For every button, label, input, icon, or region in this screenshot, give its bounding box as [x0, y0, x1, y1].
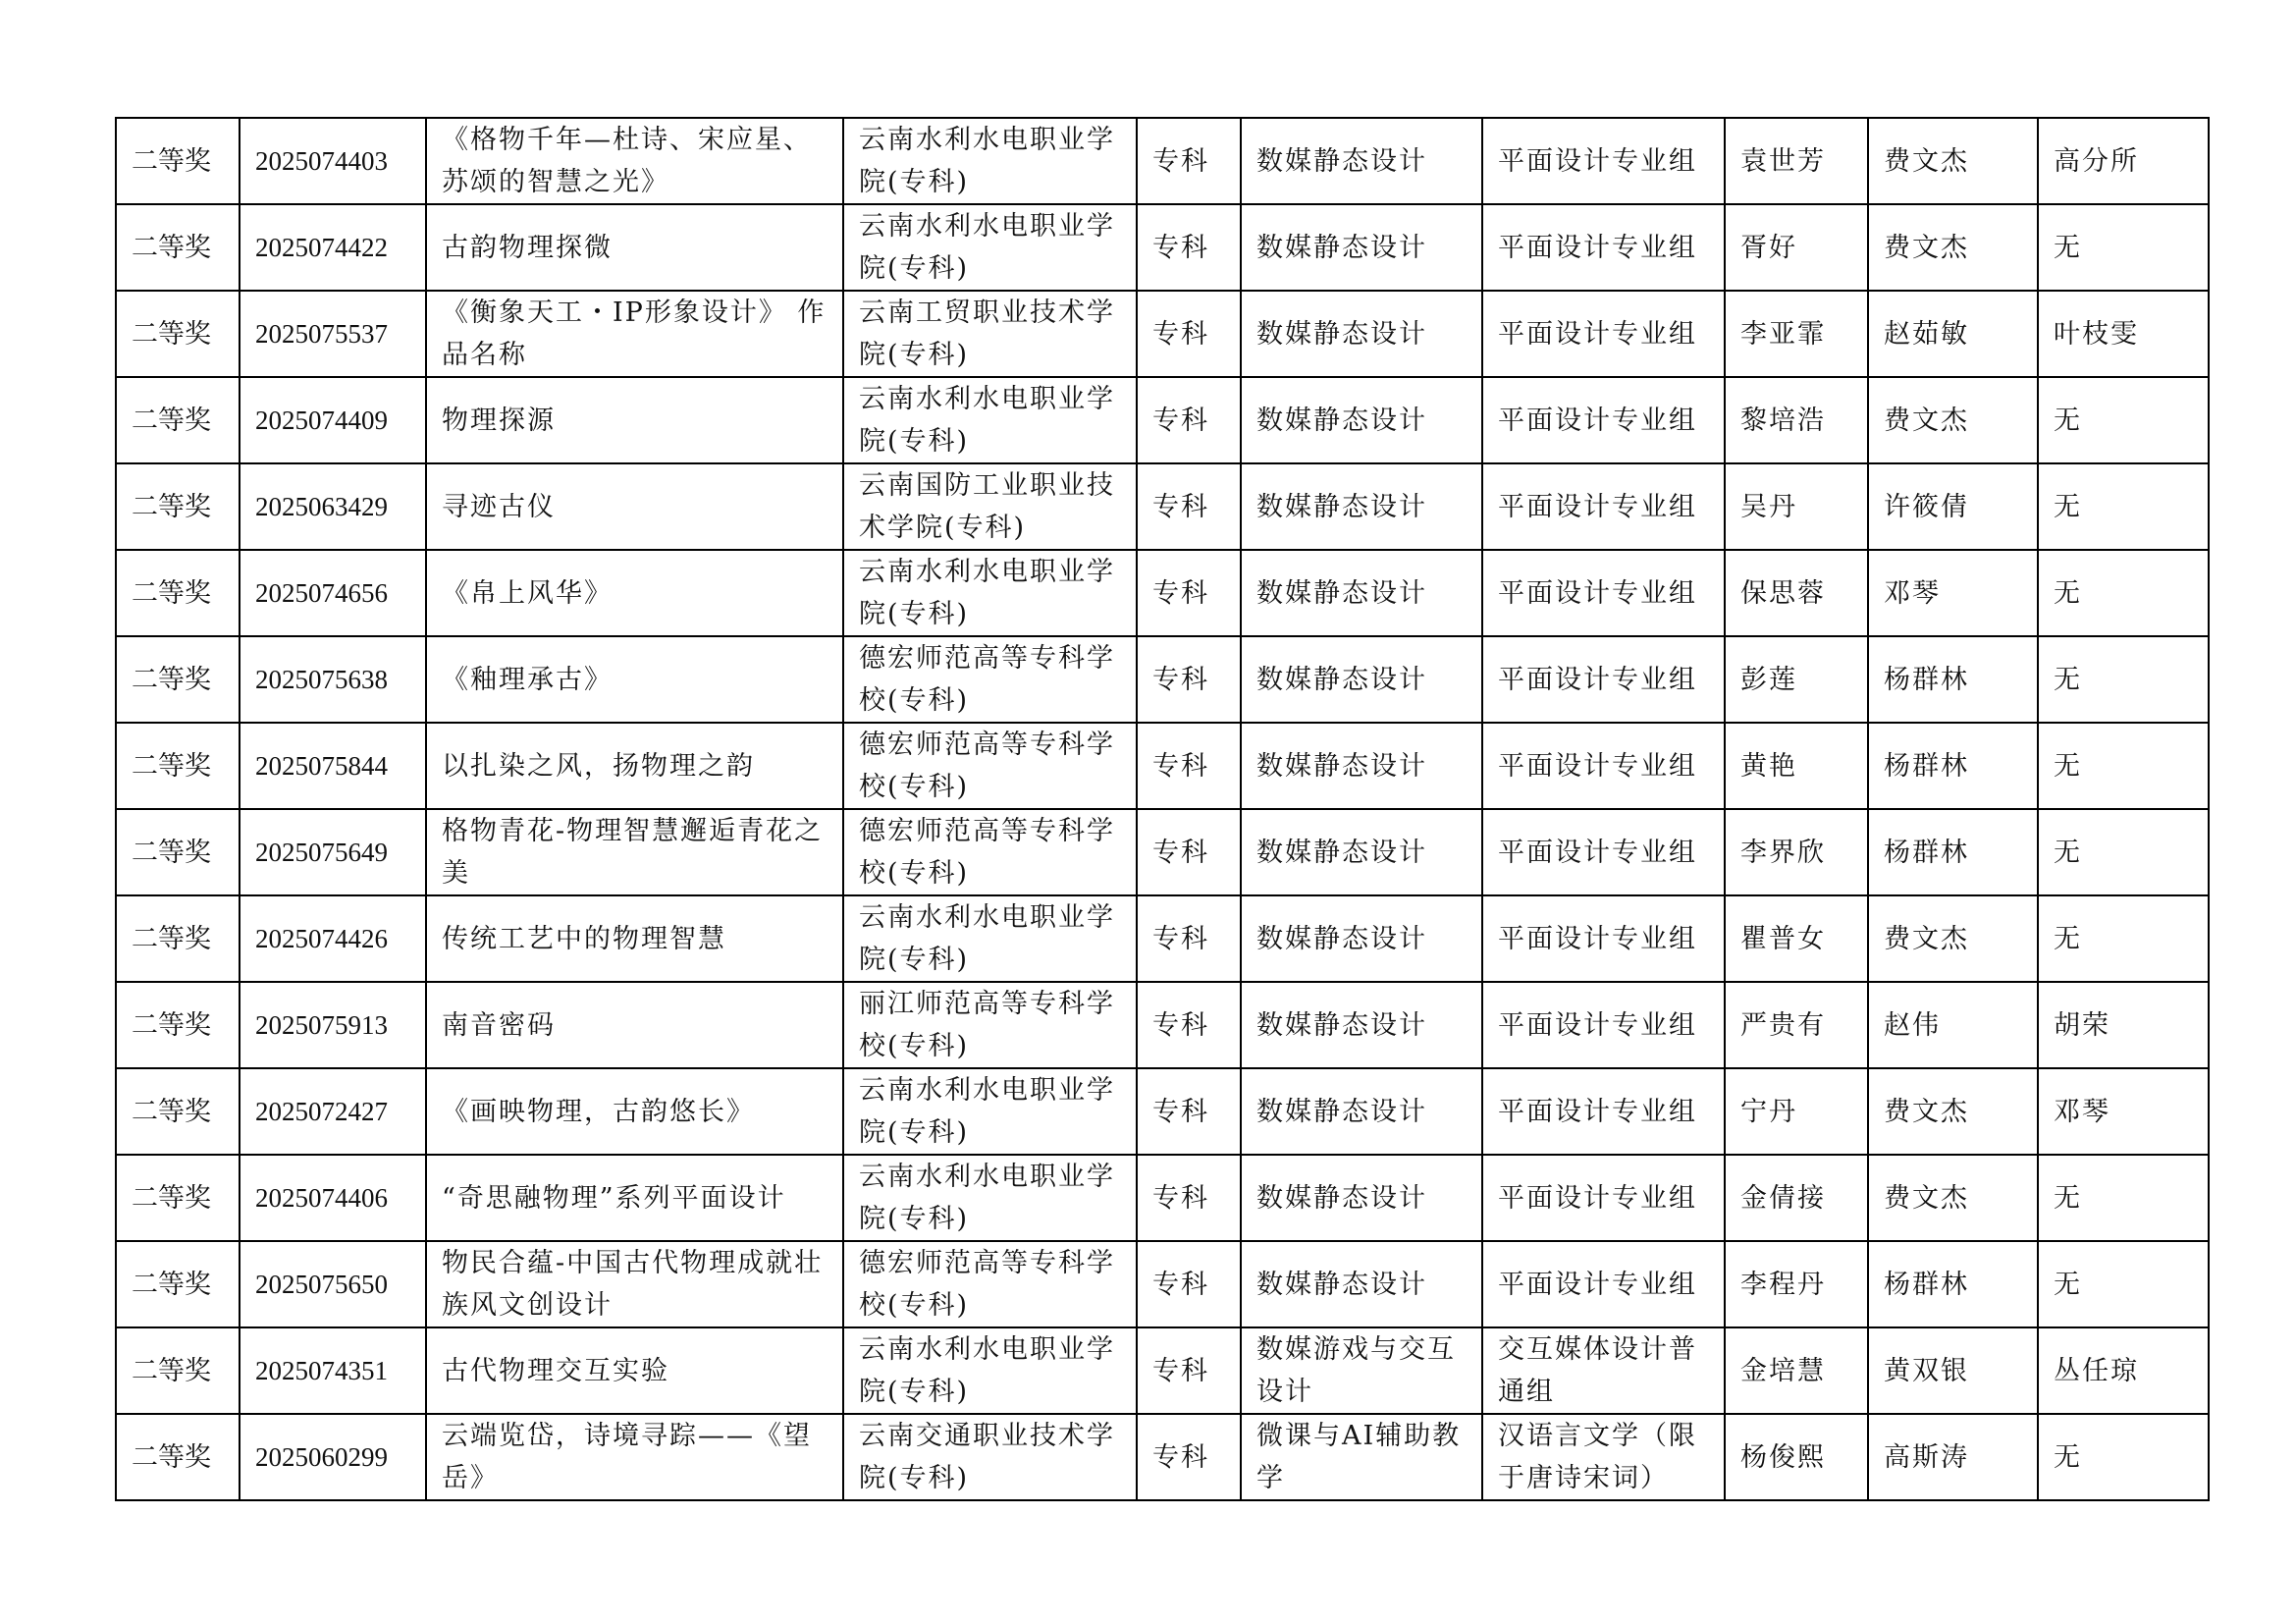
work-title-cell: 物理探源 — [426, 377, 843, 463]
group-cell: 平面设计专业组 — [1482, 982, 1725, 1068]
school-cell: 云南水利水电职业学院(专科) — [843, 1068, 1137, 1155]
author-cell: 彭莲 — [1725, 636, 1868, 723]
award-level-cell: 二等奖 — [116, 1241, 240, 1327]
advisor2-cell: 无 — [2038, 723, 2209, 809]
category-cell: 数媒静态设计 — [1241, 895, 1482, 982]
author-cell: 瞿普女 — [1725, 895, 1868, 982]
school-cell: 云南工贸职业技术学院(专科) — [843, 291, 1137, 377]
award-level-cell: 二等奖 — [116, 1327, 240, 1414]
school-cell: 云南交通职业技术学院(专科) — [843, 1414, 1137, 1500]
author-cell: 保思蓉 — [1725, 550, 1868, 636]
entry-id-cell: 2025075844 — [240, 723, 426, 809]
work-title-cell: 《釉理承古》 — [426, 636, 843, 723]
category-cell: 数媒静态设计 — [1241, 809, 1482, 895]
entry-id-cell: 2025074426 — [240, 895, 426, 982]
category-cell: 数媒静态设计 — [1241, 1068, 1482, 1155]
table-row — [116, 723, 2209, 809]
entry-id-cell: 2025075537 — [240, 291, 426, 377]
level-cell: 专科 — [1137, 636, 1241, 723]
school-cell: 云南水利水电职业学院(专科) — [843, 895, 1137, 982]
author-cell: 李程丹 — [1725, 1241, 1868, 1327]
award-level-cell: 二等奖 — [116, 463, 240, 550]
table-row — [116, 463, 2209, 550]
group-cell: 平面设计专业组 — [1482, 204, 1725, 291]
category-cell: 微课与AI辅助教学 — [1241, 1414, 1482, 1500]
table-row — [116, 1155, 2209, 1241]
category-cell: 数媒静态设计 — [1241, 1241, 1482, 1327]
table-row — [116, 895, 2209, 982]
category-cell: 数媒游戏与交互设计 — [1241, 1327, 1482, 1414]
author-cell: 金倩接 — [1725, 1155, 1868, 1241]
group-cell: 平面设计专业组 — [1482, 723, 1725, 809]
group-cell: 交互媒体设计普通组 — [1482, 1327, 1725, 1414]
level-cell: 专科 — [1137, 809, 1241, 895]
advisor-cell: 杨群林 — [1868, 723, 2038, 809]
school-cell: 云南水利水电职业学院(专科) — [843, 550, 1137, 636]
group-cell: 平面设计专业组 — [1482, 118, 1725, 204]
work-title-cell: 云端览岱，诗境寻踪——《望岳》 — [426, 1414, 843, 1500]
group-cell: 平面设计专业组 — [1482, 291, 1725, 377]
group-cell: 平面设计专业组 — [1482, 1068, 1725, 1155]
group-cell: 平面设计专业组 — [1482, 1241, 1725, 1327]
advisor-cell: 费文杰 — [1868, 377, 2038, 463]
table-row — [116, 1327, 2209, 1414]
award-level-cell: 二等奖 — [116, 550, 240, 636]
level-cell: 专科 — [1137, 204, 1241, 291]
award-level-cell: 二等奖 — [116, 723, 240, 809]
author-cell: 宁丹 — [1725, 1068, 1868, 1155]
author-cell: 袁世芳 — [1725, 118, 1868, 204]
entry-id-cell: 2025074409 — [240, 377, 426, 463]
work-title-cell: 古代物理交互实验 — [426, 1327, 843, 1414]
entry-id-cell: 2025074406 — [240, 1155, 426, 1241]
school-cell: 云南水利水电职业学院(专科) — [843, 1327, 1137, 1414]
advisor-cell: 费文杰 — [1868, 204, 2038, 291]
table-row — [116, 1414, 2209, 1500]
award-level-cell: 二等奖 — [116, 204, 240, 291]
advisor-cell: 高斯涛 — [1868, 1414, 2038, 1500]
award-table — [115, 117, 2210, 1501]
entry-id-cell: 2025074351 — [240, 1327, 426, 1414]
category-cell: 数媒静态设计 — [1241, 204, 1482, 291]
award-level-cell: 二等奖 — [116, 982, 240, 1068]
entry-id-cell: 2025074422 — [240, 204, 426, 291]
work-title-cell: 《帛上风华》 — [426, 550, 843, 636]
table-row — [116, 636, 2209, 723]
group-cell: 平面设计专业组 — [1482, 895, 1725, 982]
level-cell: 专科 — [1137, 291, 1241, 377]
author-cell: 黄艳 — [1725, 723, 1868, 809]
advisor2-cell: 无 — [2038, 550, 2209, 636]
advisor2-cell: 无 — [2038, 463, 2209, 550]
level-cell: 专科 — [1137, 982, 1241, 1068]
advisor-cell: 杨群林 — [1868, 1241, 2038, 1327]
award-level-cell: 二等奖 — [116, 1414, 240, 1500]
author-cell: 李界欣 — [1725, 809, 1868, 895]
entry-id-cell: 2025075913 — [240, 982, 426, 1068]
category-cell: 数媒静态设计 — [1241, 1155, 1482, 1241]
advisor2-cell: 无 — [2038, 895, 2209, 982]
level-cell: 专科 — [1137, 377, 1241, 463]
award-level-cell: 二等奖 — [116, 809, 240, 895]
author-cell: 黎培浩 — [1725, 377, 1868, 463]
table-row — [116, 550, 2209, 636]
advisor-cell: 邓琴 — [1868, 550, 2038, 636]
work-title-cell: 传统工艺中的物理智慧 — [426, 895, 843, 982]
group-cell: 平面设计专业组 — [1482, 377, 1725, 463]
level-cell: 专科 — [1137, 1414, 1241, 1500]
advisor2-cell: 高分所 — [2038, 118, 2209, 204]
advisor2-cell: 无 — [2038, 809, 2209, 895]
school-cell: 丽江师范高等专科学校(专科) — [843, 982, 1137, 1068]
group-cell: 汉语言文学（限于唐诗宋词） — [1482, 1414, 1725, 1500]
advisor2-cell: 无 — [2038, 377, 2209, 463]
level-cell: 专科 — [1137, 1155, 1241, 1241]
table-row — [116, 809, 2209, 895]
table-row — [116, 204, 2209, 291]
work-title-cell: 《格物千年—杜诗、宋应星、苏颂的智慧之光》 — [426, 118, 843, 204]
table-row — [116, 377, 2209, 463]
advisor2-cell: 无 — [2038, 1414, 2209, 1500]
author-cell: 李亚霏 — [1725, 291, 1868, 377]
author-cell: 杨俊熙 — [1725, 1414, 1868, 1500]
work-title-cell: 以扎染之风，扬物理之韵 — [426, 723, 843, 809]
work-title-cell: 南音密码 — [426, 982, 843, 1068]
group-cell: 平面设计专业组 — [1482, 809, 1725, 895]
entry-id-cell: 2025075649 — [240, 809, 426, 895]
author-cell: 胥好 — [1725, 204, 1868, 291]
level-cell: 专科 — [1137, 1068, 1241, 1155]
advisor2-cell: 无 — [2038, 1155, 2209, 1241]
award-level-cell: 二等奖 — [116, 636, 240, 723]
award-level-cell: 二等奖 — [116, 377, 240, 463]
advisor-cell: 费文杰 — [1868, 895, 2038, 982]
school-cell: 德宏师范高等专科学校(专科) — [843, 809, 1137, 895]
level-cell: 专科 — [1137, 895, 1241, 982]
category-cell: 数媒静态设计 — [1241, 723, 1482, 809]
level-cell: 专科 — [1137, 1327, 1241, 1414]
author-cell: 金培慧 — [1725, 1327, 1868, 1414]
category-cell: 数媒静态设计 — [1241, 463, 1482, 550]
table-row — [116, 1068, 2209, 1155]
advisor-cell: 费文杰 — [1868, 1068, 2038, 1155]
group-cell: 平面设计专业组 — [1482, 463, 1725, 550]
work-title-cell: “奇思融物理”系列平面设计 — [426, 1155, 843, 1241]
category-cell: 数媒静态设计 — [1241, 982, 1482, 1068]
award-level-cell: 二等奖 — [116, 1068, 240, 1155]
school-cell: 云南水利水电职业学院(专科) — [843, 1155, 1137, 1241]
work-title-cell: 《衡象天工・IP形象设计》 作品名称 — [426, 291, 843, 377]
school-cell: 德宏师范高等专科学校(专科) — [843, 1241, 1137, 1327]
entry-id-cell: 2025072427 — [240, 1068, 426, 1155]
entry-id-cell: 2025074403 — [240, 118, 426, 204]
advisor-cell: 赵伟 — [1868, 982, 2038, 1068]
entry-id-cell: 2025075650 — [240, 1241, 426, 1327]
advisor2-cell: 无 — [2038, 204, 2209, 291]
school-cell: 德宏师范高等专科学校(专科) — [843, 723, 1137, 809]
work-title-cell: 古韵物理探微 — [426, 204, 843, 291]
group-cell: 平面设计专业组 — [1482, 550, 1725, 636]
entry-id-cell: 2025060299 — [240, 1414, 426, 1500]
advisor2-cell: 胡荣 — [2038, 982, 2209, 1068]
author-cell: 严贵有 — [1725, 982, 1868, 1068]
school-cell: 云南国防工业职业技术学院(专科) — [843, 463, 1137, 550]
work-title-cell: 物民合蕴-中国古代物理成就壮族风文创设计 — [426, 1241, 843, 1327]
category-cell: 数媒静态设计 — [1241, 291, 1482, 377]
advisor-cell: 费文杰 — [1868, 1155, 2038, 1241]
advisor2-cell: 无 — [2038, 636, 2209, 723]
advisor2-cell: 无 — [2038, 1241, 2209, 1327]
award-level-cell: 二等奖 — [116, 291, 240, 377]
category-cell: 数媒静态设计 — [1241, 550, 1482, 636]
school-cell: 云南水利水电职业学院(专科) — [843, 118, 1137, 204]
table-row — [116, 982, 2209, 1068]
entry-id-cell: 2025075638 — [240, 636, 426, 723]
advisor-cell: 许筱倩 — [1868, 463, 2038, 550]
school-cell: 云南水利水电职业学院(专科) — [843, 377, 1137, 463]
level-cell: 专科 — [1137, 118, 1241, 204]
school-cell: 德宏师范高等专科学校(专科) — [843, 636, 1137, 723]
group-cell: 平面设计专业组 — [1482, 636, 1725, 723]
work-title-cell: 《画映物理，古韵悠长》 — [426, 1068, 843, 1155]
author-cell: 吴丹 — [1725, 463, 1868, 550]
entry-id-cell: 2025063429 — [240, 463, 426, 550]
level-cell: 专科 — [1137, 723, 1241, 809]
level-cell: 专科 — [1137, 1241, 1241, 1327]
advisor2-cell: 叶枝雯 — [2038, 291, 2209, 377]
table-row — [116, 1241, 2209, 1327]
award-level-cell: 二等奖 — [116, 118, 240, 204]
advisor-cell: 赵茹敏 — [1868, 291, 2038, 377]
table-row — [116, 118, 2209, 204]
entry-id-cell: 2025074656 — [240, 550, 426, 636]
award-table-body — [116, 118, 2209, 1500]
work-title-cell: 寻迹古仪 — [426, 463, 843, 550]
advisor-cell: 黄双银 — [1868, 1327, 2038, 1414]
advisor-cell: 杨群林 — [1868, 636, 2038, 723]
level-cell: 专科 — [1137, 463, 1241, 550]
category-cell: 数媒静态设计 — [1241, 636, 1482, 723]
level-cell: 专科 — [1137, 550, 1241, 636]
group-cell: 平面设计专业组 — [1482, 1155, 1725, 1241]
table-row — [116, 291, 2209, 377]
school-cell: 云南水利水电职业学院(专科) — [843, 204, 1137, 291]
award-level-cell: 二等奖 — [116, 895, 240, 982]
award-level-cell: 二等奖 — [116, 1155, 240, 1241]
advisor-cell: 杨群林 — [1868, 809, 2038, 895]
category-cell: 数媒静态设计 — [1241, 377, 1482, 463]
category-cell: 数媒静态设计 — [1241, 118, 1482, 204]
advisor-cell: 费文杰 — [1868, 118, 2038, 204]
advisor2-cell: 丛任琼 — [2038, 1327, 2209, 1414]
work-title-cell: 格物青花-物理智慧邂逅青花之美 — [426, 809, 843, 895]
advisor2-cell: 邓琴 — [2038, 1068, 2209, 1155]
